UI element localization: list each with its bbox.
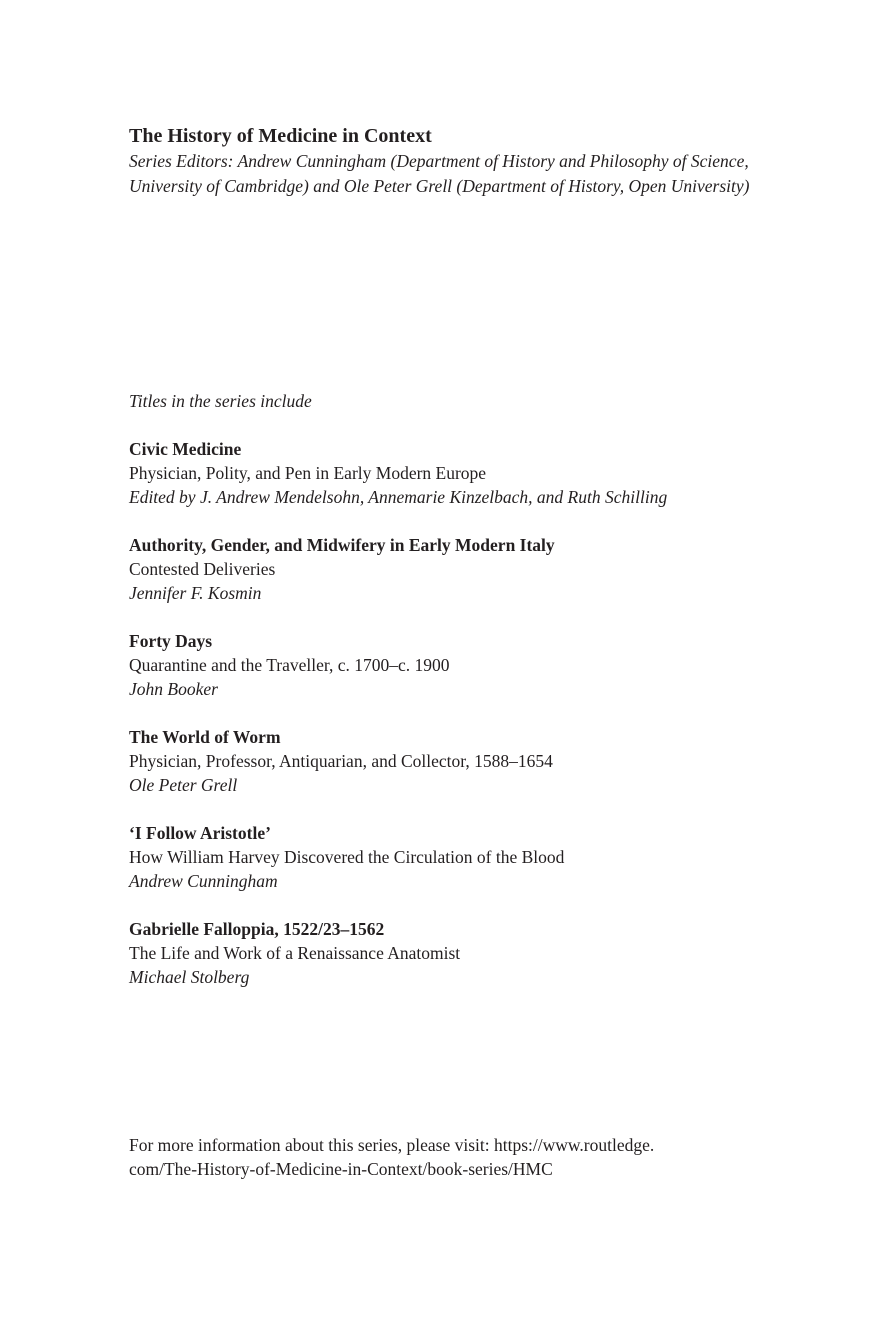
series-header [129, 123, 799, 198]
book-author: Jennifer F. Kosmin [129, 583, 262, 603]
book-author: Ole Peter Grell [129, 775, 238, 795]
titles-intro: Titles in the series include [129, 391, 312, 411]
book-entry [129, 725, 829, 821]
book-entry [129, 821, 829, 917]
series-title: The History of Medicine in Context [129, 125, 432, 147]
book-entry [129, 629, 829, 725]
book-author: Michael Stolberg [129, 967, 250, 987]
book-title: Gabrielle Falloppia, 1522/23–1562 [129, 919, 385, 939]
book-list [129, 437, 829, 1013]
book-author: John Booker [129, 679, 218, 699]
more-info-line-1: For more information about this series, please visit: https://www.routledge. [129, 1135, 655, 1155]
book-subtitle: Quarantine and the Traveller, c. 1700–c. 1900 [129, 655, 450, 675]
book-author: Edited by J. Andrew Mendelsohn, Annemarie Kinzelbach, and Ruth Schilling [129, 487, 668, 507]
book-title: Civic Medicine [129, 439, 242, 459]
book-entry [129, 533, 829, 629]
book-subtitle: Contested Deliveries [129, 559, 276, 579]
book-title: Authority, Gender, and Midwifery in Early Modern Italy [129, 535, 555, 555]
book-subtitle: How William Harvey Discovered the Circulation of the Blood [129, 847, 565, 867]
more-info-link[interactable]: com/The-History-of-Medicine-in-Context/book-series/HMC [129, 1159, 553, 1179]
book-title: The World of Worm [129, 727, 281, 747]
book-entry [129, 437, 829, 533]
book-subtitle: The Life and Work of a Renaissance Anatomist [129, 943, 461, 963]
series-editors: Series Editors: Andrew Cunningham (Department of History and Philosophy of Science, University of Cambridge) and Ole Peter Grell (Department of History, Open University) [129, 151, 750, 196]
book-title: Forty Days [129, 631, 213, 651]
book-author: Andrew Cunningham [129, 871, 278, 891]
more-info [129, 1133, 789, 1181]
book-subtitle: Physician, Professor, Antiquarian, and Collector, 1588–1654 [129, 751, 553, 771]
book-title: ‘I Follow Aristotle’ [129, 823, 271, 843]
book-entry [129, 917, 829, 1013]
book-subtitle: Physician, Polity, and Pen in Early Modern Europe [129, 463, 487, 483]
